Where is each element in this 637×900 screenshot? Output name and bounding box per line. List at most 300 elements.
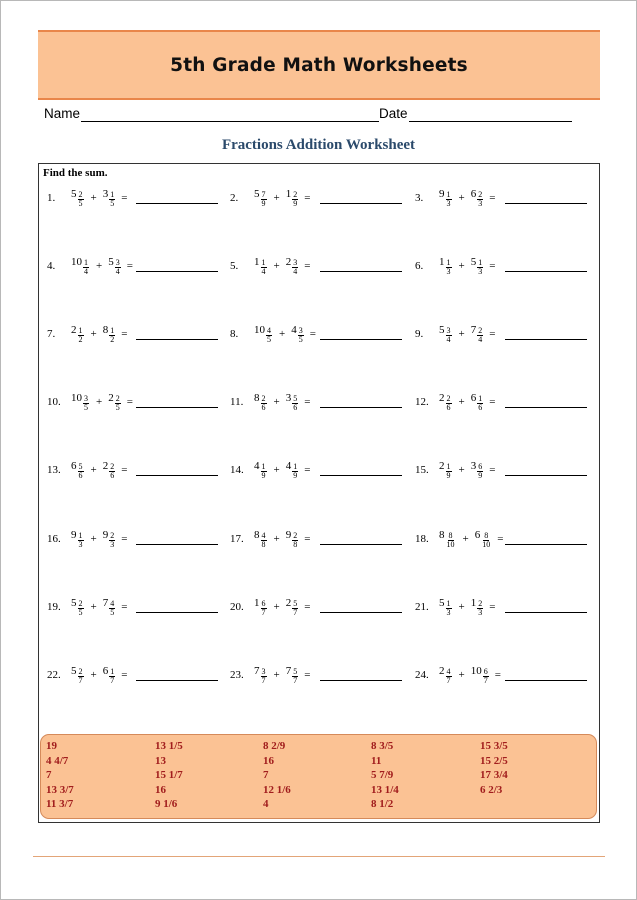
equals-sign: = [304,669,311,681]
answer-key-item: 11 3/7 [46,798,74,810]
problem-expression [439,321,501,347]
numerator: 2 [78,666,83,676]
fraction [78,463,84,481]
denominator: 7 [261,676,266,685]
equals-sign: = [121,328,128,340]
problem-expression [439,457,501,483]
denominator: 6 [293,403,298,412]
answer-blank[interactable] [320,680,402,681]
denominator: 5 [78,199,83,208]
whole-number: 3 [470,459,477,472]
numerator: 2 [478,598,483,608]
answer-key-item: 17 3/4 [480,769,508,781]
fraction [109,191,115,209]
whole-number: 6 [470,391,477,404]
whole-number: 9 [102,528,109,541]
answer-key-item: 4 4/7 [46,754,69,767]
problem-item [47,594,218,620]
plus-sign: + [458,328,465,340]
plus-sign: + [273,260,280,272]
denominator: 3 [478,608,483,617]
numerator: 3 [261,666,266,676]
addend-1 [254,665,268,686]
problem-number: 17. [230,533,244,545]
denominator: 9 [293,471,298,480]
problem-expression [254,253,316,279]
denominator: 7 [483,676,488,685]
addend-1 [439,529,457,550]
answer-blank[interactable] [136,680,218,681]
fraction [266,327,272,345]
problem-item [230,389,402,415]
addend-1 [254,256,268,277]
denominator: 4 [293,267,298,276]
denominator: 2 [78,335,83,344]
fraction [292,191,298,209]
problem-expression [439,526,509,552]
fraction [292,600,298,618]
addend-2 [286,188,300,209]
answer-key-item: 15 2/5 [480,754,508,767]
answer-blank[interactable] [136,475,218,476]
denominator: 10 [482,540,491,549]
page-title: 5th Grade Math Worksheets [170,54,468,76]
whole-number: 8 [254,528,260,541]
plus-sign: + [90,533,97,545]
answer-blank[interactable] [505,544,587,545]
addend-1 [71,324,85,345]
name-date-row [44,106,572,124]
problem-item [230,185,402,211]
plus-sign: + [279,328,286,340]
addend-1 [71,392,90,413]
addend-2 [103,597,117,618]
numerator: 2 [293,189,298,199]
problem-item [47,185,218,211]
plus-sign: + [273,533,280,545]
addend-2 [286,665,300,686]
whole-number: 5 [439,323,445,336]
whole-number: 7 [285,664,292,677]
fraction [261,668,267,686]
numerator: 5 [293,393,298,403]
answer-key-item: 15 1/7 [155,769,183,781]
problem-expression [254,662,316,688]
addend-2 [471,392,485,413]
numerator: 3 [298,325,303,335]
denominator: 5 [84,403,88,412]
fraction [261,532,267,550]
problem-expression [254,526,316,552]
addend-2 [103,460,117,481]
denominator: 10 [446,540,455,549]
addend-1 [254,529,268,550]
problem-expression [71,389,139,415]
denominator: 6 [78,471,83,480]
addend-2 [286,597,300,618]
addend-1 [439,597,453,618]
problem-item [230,457,402,483]
addend-2 [286,529,300,550]
instruction: Find the sum. [43,167,108,179]
numerator: 4 [446,666,451,676]
answer-blank[interactable] [320,339,402,340]
date-field[interactable] [409,121,572,122]
answer-key-item: 8 1/2 [371,798,394,810]
problem-expression [254,321,322,347]
addend-2 [103,529,117,550]
problem-number: 2. [230,192,239,204]
addend-1 [71,460,85,481]
problem-expression [71,526,133,552]
problem-number: 8. [230,328,239,340]
fraction [292,463,298,481]
numerator: 1 [446,257,451,267]
answer-blank[interactable] [505,339,587,340]
denominator: 9 [478,471,483,480]
problem-expression [71,662,133,688]
addend-1 [439,392,453,413]
whole-number: 9 [71,528,77,541]
fraction [292,259,298,277]
answer-blank[interactable] [320,475,402,476]
numerator: 8 [484,530,489,540]
answer-blank[interactable] [505,407,587,408]
problem-expression [71,594,133,620]
addend-2 [286,392,300,413]
numerator: 5 [293,666,298,676]
answer-blank[interactable] [320,203,402,204]
equals-sign: = [489,464,496,476]
addend-2 [291,324,305,345]
addend-1 [254,324,273,345]
whole-number: 2 [102,459,109,472]
numerator: 1 [446,598,451,608]
problem-number: 20. [230,601,244,613]
addend-2 [108,256,122,277]
whole-number: 5 [71,596,77,609]
numerator: 3 [115,257,120,267]
answer-blank[interactable] [505,612,587,613]
denominator: 3 [446,199,451,208]
numerator: 1 [110,189,115,199]
answer-blank[interactable] [320,407,402,408]
plus-sign: + [458,260,465,272]
numerator: 1 [78,530,83,540]
problem-number: 1. [47,192,56,204]
fraction [481,532,491,550]
denominator: 9 [261,199,266,208]
addend-1 [71,188,85,209]
problem-number: 11. [230,396,244,408]
equals-sign: = [489,192,496,204]
whole-number: 5 [71,187,77,200]
answer-blank[interactable] [320,612,402,613]
whole-number: 8 [102,323,109,336]
whole-number: 6 [474,528,481,541]
whole-number: 6 [71,459,77,472]
answer-blank[interactable] [505,680,587,681]
denominator: 5 [78,608,83,617]
numerator: 1 [446,461,451,471]
whole-number: 2 [439,459,445,472]
numerator: 2 [110,530,115,540]
problem-item [415,389,587,415]
answer-blank[interactable] [136,544,218,545]
plus-sign: + [458,669,465,681]
problem-expression [439,594,501,620]
whole-number: 2 [285,596,292,609]
numerator: 5 [293,598,298,608]
whole-number: 10 [470,664,482,677]
name-field[interactable] [81,121,379,122]
fraction [261,259,267,277]
whole-number: 10 [71,391,82,404]
equals-sign: = [497,533,504,545]
numerator: 2 [446,393,451,403]
addend-1 [254,188,268,209]
denominator: 3 [446,267,451,276]
denominator: 3 [478,267,483,276]
addend-1 [71,529,85,550]
denominator: 2 [110,335,115,344]
problem-expression [254,389,316,415]
plus-sign: + [273,192,280,204]
problem-item [415,594,587,620]
answer-key-item: 8 3/5 [371,740,394,752]
answer-key-item: 12 1/6 [263,783,291,796]
denominator: 8 [293,540,298,549]
problem-number: 13. [47,464,61,476]
fraction [261,395,267,413]
addend-2 [471,460,485,481]
plus-sign: + [90,601,97,613]
problem-expression [254,594,316,620]
whole-number: 5 [439,596,445,609]
equals-sign: = [121,533,128,545]
plus-sign: + [90,669,97,681]
fraction [483,668,489,686]
fraction [477,463,483,481]
whole-number: 1 [285,187,292,200]
answer-blank[interactable] [136,612,218,613]
denominator: 9 [261,471,266,480]
fraction [477,191,483,209]
denominator: 9 [293,199,298,208]
whole-number: 1 [439,255,445,268]
answer-blank[interactable] [505,475,587,476]
fraction [292,395,298,413]
denominator: 5 [115,403,120,412]
addend-2 [471,597,485,618]
fraction [83,259,89,277]
whole-number: 5 [254,187,260,200]
answer-key-item: 16 [155,783,166,796]
denominator: 4 [446,335,451,344]
addend-2 [286,460,300,481]
numerator: 1 [110,325,115,335]
denominator: 8 [261,540,266,549]
denominator: 3 [78,540,83,549]
plus-sign: + [96,396,103,408]
addend-1 [439,256,453,277]
answer-key-item: 6 2/3 [480,783,503,796]
whole-number: 6 [470,187,477,200]
plus-sign: + [273,601,280,613]
problem-item [47,662,218,688]
numerator: 5 [78,461,83,471]
fraction [109,668,115,686]
numerator: 1 [261,461,266,471]
numerator: 2 [478,325,483,335]
fraction [109,327,115,345]
whole-number: 2 [108,391,114,404]
equals-sign: = [304,396,311,408]
equals-sign: = [126,396,133,408]
addend-2 [471,324,485,345]
equals-sign: = [489,396,496,408]
answer-blank[interactable] [136,339,218,340]
numerator: 3 [293,257,298,267]
denominator: 4 [84,267,88,276]
problem-number: 9. [415,328,424,340]
denominator: 5 [298,335,303,344]
whole-number: 10 [254,323,265,336]
whole-number: 5 [71,664,77,677]
whole-number: 3 [102,187,109,200]
equals-sign: = [489,260,496,272]
whole-number: 5 [470,255,477,268]
header-banner [38,30,600,100]
problem-number: 4. [47,260,56,272]
addend-1 [71,665,85,686]
problem-item [230,253,402,279]
problem-number: 3. [415,192,424,204]
equals-sign: = [121,601,128,613]
answer-key-item: 16 [263,754,274,767]
whole-number: 2 [285,255,292,268]
problem-number: 10. [47,396,61,408]
problem-expression [439,253,501,279]
equals-sign: = [304,192,311,204]
whole-number: 5 [108,255,114,268]
worksheet-subtitle: Fractions Addition Worksheet [221,137,416,153]
problem-item [230,321,402,347]
equals-sign: = [489,601,496,613]
fraction [446,600,452,618]
denominator: 7 [78,676,83,685]
plus-sign: + [90,328,97,340]
whole-number: 10 [71,255,82,268]
problem-expression [254,457,316,483]
problem-item [230,594,402,620]
addend-2 [103,188,117,209]
numerator: 2 [293,530,298,540]
problem-expression [71,457,133,483]
fraction [109,600,115,618]
answer-key-item: 7 [46,769,52,781]
numerator: 3 [446,325,451,335]
answer-blank[interactable] [320,271,402,272]
problem-number: 24. [415,669,429,681]
addend-1 [439,188,453,209]
whole-number: 7 [470,323,477,336]
equals-sign: = [494,669,501,681]
answer-key-item: 13 1/5 [155,740,183,752]
problem-item [415,526,587,552]
numerator: 1 [478,257,483,267]
answer-blank[interactable] [136,203,218,204]
answer-blank[interactable] [320,544,402,545]
fraction [261,600,267,618]
addend-2 [471,256,485,277]
numerator: 1 [478,393,483,403]
numerator: 1 [293,461,298,471]
problem-item [415,321,587,347]
fraction [446,327,452,345]
denominator: 7 [261,608,266,617]
answer-blank[interactable] [136,271,218,272]
addend-2 [103,324,117,345]
answer-blank[interactable] [136,407,218,408]
problem-item [230,662,402,688]
answer-blank[interactable] [505,271,587,272]
fraction [109,463,115,481]
fraction [78,532,84,550]
plus-sign: + [273,396,280,408]
answer-key-item: 13 1/4 [371,783,399,796]
problem-number: 5. [230,260,239,272]
addend-2 [108,392,122,413]
numerator: 6 [483,666,488,676]
fraction [446,668,452,686]
whole-number: 9 [285,528,292,541]
problem-item [415,662,587,688]
answer-key-item: 7 [263,769,269,781]
fraction [78,191,84,209]
equals-sign: = [304,533,311,545]
answer-key-item: 19 [46,740,57,752]
problem-item [47,389,218,415]
fraction [261,191,267,209]
problem-expression [71,321,133,347]
fraction [446,532,456,550]
date-label: Date [379,106,408,121]
numerator: 6 [478,461,483,471]
answer-blank[interactable] [505,203,587,204]
plus-sign: + [96,260,103,272]
problem-item [47,457,218,483]
problem-item [47,253,218,279]
problem-item [47,321,218,347]
problem-number: 6. [415,260,424,272]
numerator: 4 [110,598,115,608]
fraction [78,668,84,686]
problem-item [230,526,402,552]
problem-number: 21. [415,601,429,613]
denominator: 6 [261,403,266,412]
answer-key-item: 5 7/9 [371,769,394,781]
answer-key-item: 11 [371,754,382,767]
whole-number: 4 [254,459,260,472]
addend-1 [71,256,90,277]
numerator: 2 [78,189,83,199]
answer-key [40,734,597,819]
problem-expression [71,253,139,279]
problem-expression [71,185,133,211]
addend-2 [286,256,300,277]
whole-number: 8 [439,528,445,541]
